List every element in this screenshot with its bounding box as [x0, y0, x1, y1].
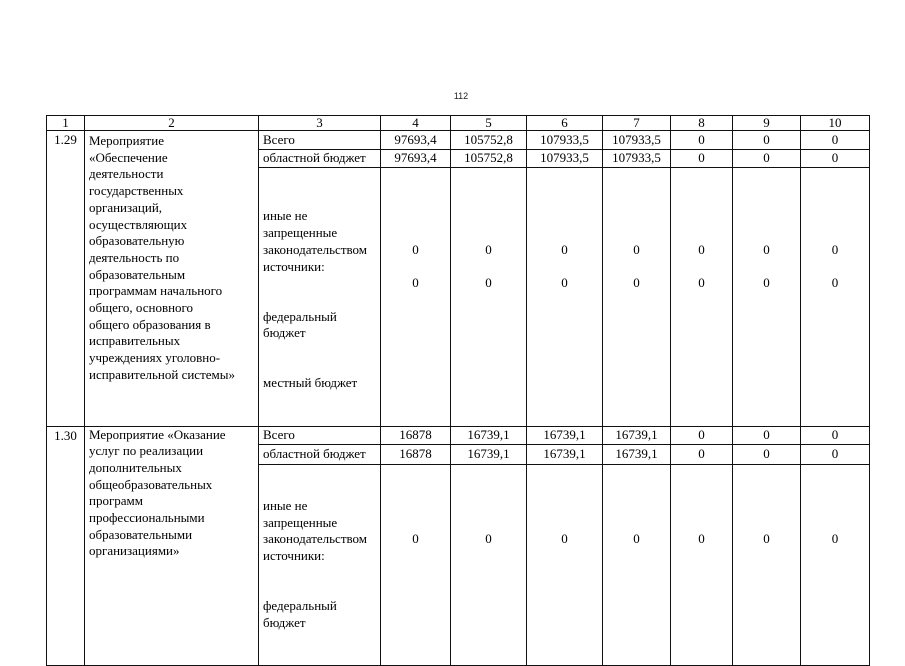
header-col-4: 4 — [381, 116, 451, 131]
value-col-9 — [733, 168, 801, 427]
value-col-9 — [733, 464, 801, 665]
federal-value: 0 — [763, 241, 770, 257]
value-col-6: 16739,1 — [527, 444, 603, 464]
value-col-5: 16739,1 — [451, 444, 527, 464]
activity-description: Мероприятие «Обеспечение деятельности государственных организаций, осуществляющих образовательную деятельность по образовательным программам начального общего, основного общего образования в исправительных учреждениях уголовно- исправительной системы» — [85, 131, 259, 427]
value-col-4: 16878 — [381, 426, 451, 444]
local-value: 0 — [485, 275, 492, 291]
value-col-5 — [451, 168, 527, 427]
row-1-29-total — [47, 131, 870, 150]
header-col-8: 8 — [671, 116, 733, 131]
source-label-total: Всего — [259, 131, 381, 150]
value-col-8 — [671, 464, 733, 665]
value-col-7: 107933,5 — [603, 150, 671, 168]
source-label-other — [259, 168, 381, 427]
value-col-10 — [801, 464, 870, 665]
header-col-9: 9 — [733, 116, 801, 131]
value-col-6: 107933,5 — [527, 131, 603, 150]
header-col-1: 1 — [47, 116, 85, 131]
header-col-10: 10 — [801, 116, 870, 131]
value-col-10: 0 — [801, 150, 870, 168]
row-number: 1.29 — [47, 131, 85, 427]
value-col-8 — [671, 168, 733, 427]
federal-value: 0 — [763, 531, 770, 547]
value-col-9: 0 — [733, 131, 801, 150]
header-col-5: 5 — [451, 116, 527, 131]
local-value: 0 — [561, 275, 568, 291]
value-col-4 — [381, 168, 451, 427]
federal-value: 0 — [412, 241, 419, 257]
activity-description: Мероприятие «Оказание услуг по реализации дополнительных общеобразовательных программ профессиональными образовательными организациями» — [85, 426, 259, 665]
header-col-6: 6 — [527, 116, 603, 131]
federal-value: 0 — [485, 241, 492, 257]
source-label-total: Всего — [259, 426, 381, 444]
value-col-9: 0 — [733, 150, 801, 168]
value-col-7 — [603, 168, 671, 427]
header-row — [47, 116, 870, 131]
value-col-4: 97693,4 — [381, 150, 451, 168]
federal-budget-label: федеральный бюджет — [263, 308, 337, 341]
value-col-6 — [527, 464, 603, 665]
value-col-7: 107933,5 — [603, 131, 671, 150]
federal-value: 0 — [485, 531, 492, 547]
federal-value: 0 — [561, 241, 568, 257]
value-col-8: 0 — [671, 131, 733, 150]
value-col-9: 0 — [733, 444, 801, 464]
value-col-5: 105752,8 — [451, 150, 527, 168]
value-col-10: 0 — [801, 426, 870, 444]
value-col-4 — [381, 464, 451, 665]
local-value: 0 — [763, 275, 770, 291]
source-label-regional: областной бюджет — [259, 444, 381, 464]
value-col-5: 105752,8 — [451, 131, 527, 150]
source-label-other — [259, 464, 381, 665]
other-sources-label: иные не запрещенные законодательством источники: — [263, 497, 368, 564]
value-col-8: 0 — [671, 444, 733, 464]
value-col-7 — [603, 464, 671, 665]
value-col-9: 0 — [733, 426, 801, 444]
row-number: 1.30 — [47, 426, 85, 665]
value-col-5 — [451, 464, 527, 665]
federal-value: 0 — [698, 531, 705, 547]
federal-value: 0 — [698, 241, 705, 257]
row-1-30-total — [47, 426, 870, 444]
value-col-4: 97693,4 — [381, 131, 451, 150]
value-col-7: 16739,1 — [603, 426, 671, 444]
federal-value: 0 — [633, 241, 640, 257]
local-value: 0 — [831, 275, 839, 291]
value-col-6: 107933,5 — [527, 150, 603, 168]
page-number: 112 — [453, 91, 469, 101]
local-value: 0 — [412, 275, 419, 291]
header-col-3: 3 — [259, 116, 381, 131]
federal-value: 0 — [633, 531, 640, 547]
value-col-4: 16878 — [381, 444, 451, 464]
federal-value: 0 — [831, 241, 839, 257]
local-budget-label: местный бюджет — [263, 375, 358, 391]
value-col-6 — [527, 168, 603, 427]
value-col-7: 16739,1 — [603, 444, 671, 464]
federal-value: 0 — [412, 531, 419, 547]
value-col-10: 0 — [801, 131, 870, 150]
value-col-5: 16739,1 — [451, 426, 527, 444]
value-col-8: 0 — [671, 426, 733, 444]
budget-table — [46, 115, 870, 666]
header-col-2: 2 — [85, 116, 259, 131]
local-value: 0 — [633, 275, 640, 291]
federal-value: 0 — [561, 531, 568, 547]
value-col-10: 0 — [801, 444, 870, 464]
header-col-7: 7 — [603, 116, 671, 131]
local-value: 0 — [698, 275, 705, 291]
value-col-8: 0 — [671, 150, 733, 168]
value-col-10 — [801, 168, 870, 427]
value-col-6: 16739,1 — [527, 426, 603, 444]
other-sources-label: иные не запрещенные законодательством источники: — [263, 208, 368, 274]
federal-budget-label: федеральный бюджет — [263, 598, 337, 630]
source-label-regional: областной бюджет — [259, 150, 381, 168]
federal-value: 0 — [831, 531, 839, 547]
